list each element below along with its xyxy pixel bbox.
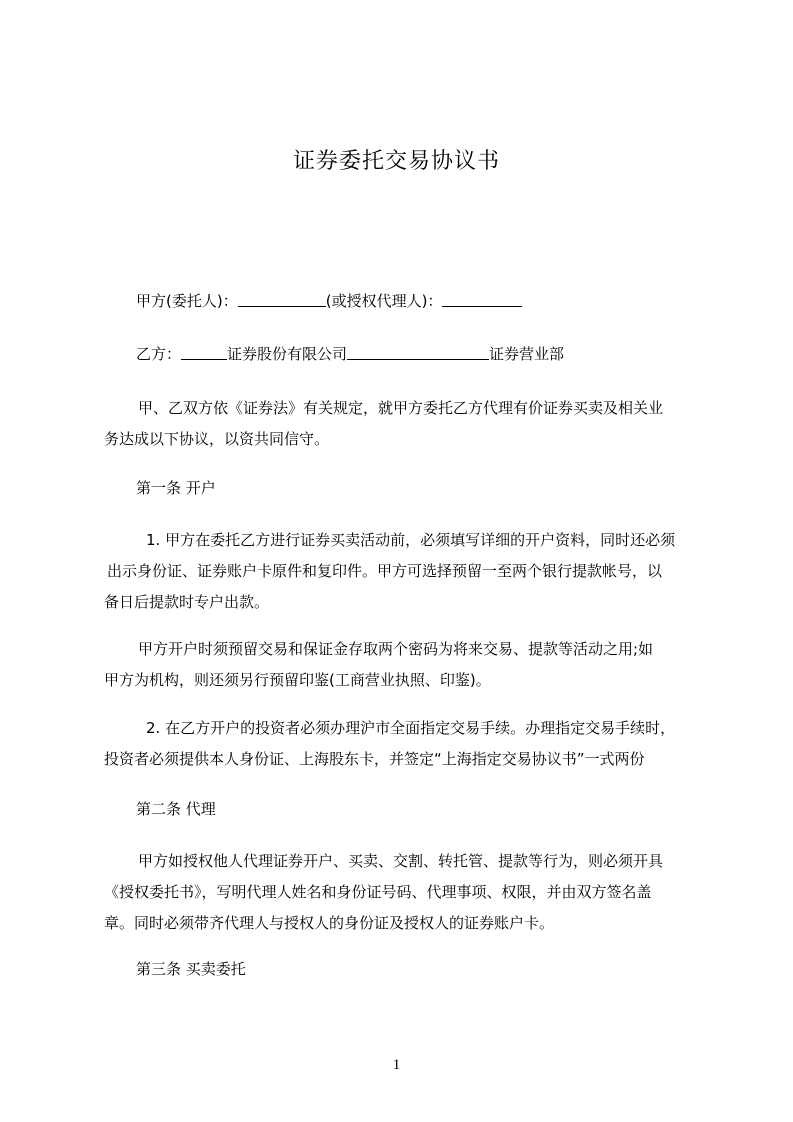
- paragraph-line: 备日后提款时专户出款。: [104, 593, 270, 611]
- article-2-heading: 第二条 代理: [136, 800, 216, 818]
- party-b-dept-suffix: 证券营业部: [489, 345, 565, 363]
- paragraph-line: 出示身份证、证券账户卡原件和复印件。甲方可选择预留一至两个银行提款帐号，以: [107, 562, 663, 580]
- paragraph-line: 甲方如授权他人代理证券开户、买卖、交割、转托管、提款等行为，则必须开具: [138, 852, 664, 870]
- paragraph-line: 甲方为机构，则还须另行预留印鉴(工商营业执照、印鉴)。: [104, 671, 491, 689]
- intro-line: 务达成以下协议，以资共同信守。: [104, 430, 330, 448]
- article-1-heading: 第一条 开户: [136, 479, 216, 497]
- intro-line: 甲、乙双方依《证券法》有关规定，就甲方委托乙方代理有价证券买卖及相关业: [138, 399, 664, 417]
- party-a-line: [136, 292, 522, 310]
- paragraph-line: 甲方开户时须预留交易和保证金存取两个密码为将来交易、提款等活动之用;如: [138, 640, 654, 658]
- party-a-blank: [238, 292, 326, 307]
- intro-paragraph: [104, 393, 704, 455]
- party-b-company-blank: [181, 345, 227, 360]
- party-a-agent-label: (或授权代理人)：: [325, 292, 443, 310]
- paragraph-line: 章。同时必须带齐代理人与授权人的身份证及授权人的证券账户卡。: [104, 914, 555, 932]
- party-b-line: [136, 345, 564, 363]
- article-3-heading: 第三条 买卖委托: [136, 960, 246, 978]
- party-a-agent-blank: [442, 292, 522, 307]
- party-b-company-suffix: 证券股份有限公司: [227, 345, 348, 363]
- page-number: 1: [392, 1057, 401, 1073]
- party-a-label: 甲方(委托人)：: [136, 292, 238, 310]
- paragraph-line: 1. 甲方在委托乙方进行证券买卖活动前，必须填写详细的开户资料，同时还必须: [146, 531, 676, 549]
- article-1-clause-2: [104, 713, 704, 775]
- paragraph-line: 2. 在乙方开户的投资者必须办理沪市全面指定交易手续。办理指定交易手续时，: [146, 719, 676, 737]
- article-1-password-paragraph: [104, 634, 704, 696]
- paragraph-line: 投资者必须提供本人身份证、上海股东卡，并签定“上海指定交易协议书”一式两份: [104, 750, 645, 768]
- article-1-clause-1: [104, 525, 704, 618]
- document-title: 证券委托交易协议书: [292, 149, 500, 174]
- party-b-dept-blank: [347, 345, 489, 360]
- party-b-label: 乙方：: [136, 345, 182, 363]
- paragraph-line: 《授权委托书》，写明代理人姓名和身份证号码、代理事项、权限，并由双方签名盖: [104, 883, 652, 901]
- article-2-paragraph: [104, 846, 704, 939]
